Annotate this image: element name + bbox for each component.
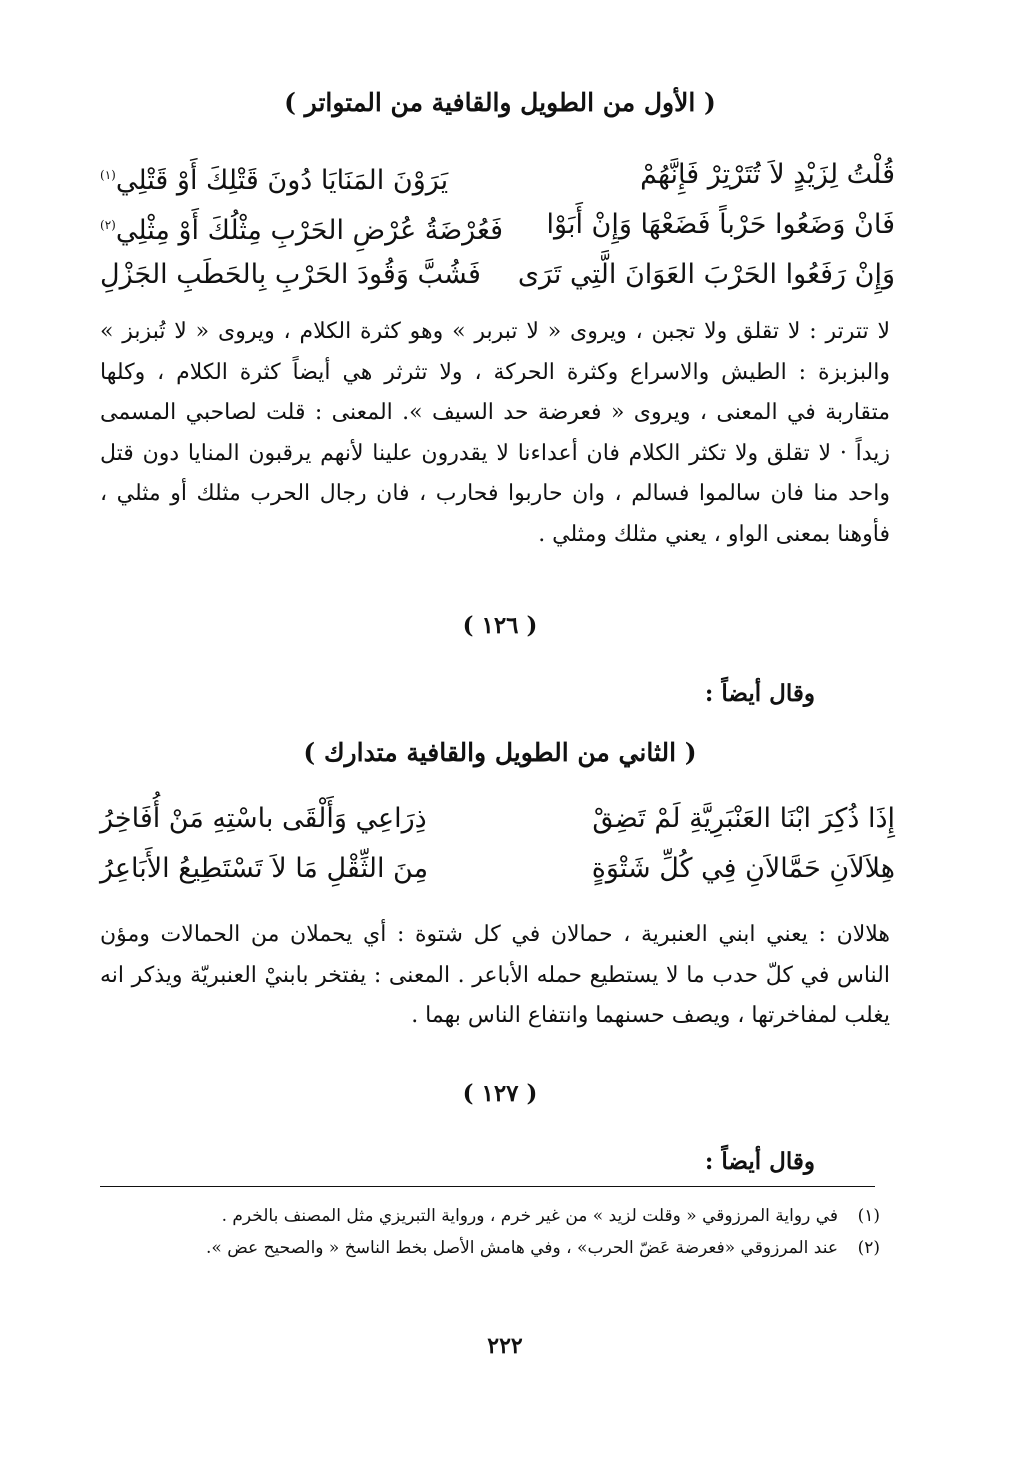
poem-intro: وقال أيضاً : <box>704 680 815 707</box>
footnote <box>100 1232 880 1264</box>
footnote <box>100 1200 880 1232</box>
verse <box>100 200 895 250</box>
commentary-text: هلالان : يعني ابني العنبرية ، حمالان في كل شتوة : أي يحملان من الحمالات ومؤن الناس في كلّ حدب ما لا يستطيع حمله الأباعر . المعنى : يفتخر بابنيْ العنبريّة ويذكر انه يغلب لمفاخرتها ، ويصف حسنهما وانتفاع الناس بهما . <box>100 922 890 1028</box>
footnote-number: (٢) <box>857 1238 880 1258</box>
footnotes <box>100 1200 880 1264</box>
commentary-text: لا تترتر : لا تقلق ولا تجبن ، ويروى « لا تبربر » وهو كثرة الكلام ، ويروى « لا تُبزبز » والبزبزة : الطيش والاسراع وكثرة الحركة ، ولا تثرثر هي أيضاً كثرة الكلام ، وكلها متقاربة في المعنى ، ويروى « فعرضة حد السيف ». المعنى : قلت لصاحبي المسمى زيداً · لا تقلق ولا تكثر الكلام فان أعداءنا لا يقدرون علينا لأنهم يرقبون المنايا دون قتل واحد منا فان سالموا فسالم ، وان حاربوا فحارب ، فان رجال الحرب مثلك أو مثلي ، فأوهنا بمعنى الواو ، يعني مثلك ومثلي . <box>100 319 890 547</box>
footnote-text: في رواية المرزوقي « وقلت لزيد » من غير خرم ، ورواية التبريزي مثل المصنف بالخرم . <box>221 1206 838 1226</box>
poem-2 <box>100 794 895 894</box>
commentary-1 <box>100 312 890 555</box>
poem-number: ( ١٢٧ ) <box>462 1080 538 1107</box>
verse <box>100 794 895 844</box>
footnote-marker: (٢) <box>100 218 116 232</box>
verse <box>100 150 895 200</box>
verse-first-hemistich: وَإِنْ رَفَعُوا الحَرْبَ العَوَانَ الَّتِي تَرَى <box>517 259 895 290</box>
footnote-marker: (١) <box>100 168 116 182</box>
verse-second-hemistich: مِنَ الثِّقْلِ مَا لاَ تَسْتَطِيعُ الأَبَاعِرُ <box>100 853 429 884</box>
page-number: ٢٢٢ <box>487 1333 523 1359</box>
footnote-number: (١) <box>857 1206 880 1226</box>
verse-second-hemistich: ذِرَاعِي وَأَلْقَى باسْتِهِ مَنْ أُفَاخِرُ <box>100 803 427 834</box>
verse-first-hemistich: إِذَا ذُكِرَ ابْنَا العَنْبَرِيَّةِ لَمْ تَضِقْ <box>592 803 895 834</box>
verse <box>100 250 895 300</box>
poem-number: ( ١٢٦ ) <box>462 612 538 639</box>
verse-second-hemistich <box>100 150 448 200</box>
section-title-meter-1: ( الأول من الطويل والقافية من المتواتر ) <box>284 88 716 117</box>
commentary-2 <box>100 915 890 1037</box>
poem-intro: وقال أيضاً : <box>704 1148 815 1175</box>
footnote-text: عند المرزوقي «فعرضة عَضّ الحرب» ، وفي هامش الأصل بخط الناسخ « والصحيح عض ». <box>206 1238 838 1258</box>
section-title-meter-2: ( الثاني من الطويل والقافية متدارك ) <box>303 738 697 767</box>
verse-first-hemistich: فَانْ وَضَعُوا حَرْباً فَضَعْهَا وَإِنْ أَبَوْا <box>546 209 895 240</box>
verse-second-hemistich <box>100 200 503 250</box>
verse-first-hemistich: قُلْتُ لِزَيْدٍ لاَ تُتَرْتِرْ فَإِنَّهُمْ <box>640 159 895 190</box>
verse-second-text: فَعُرْضَةُ عُرْضِ الحَرْبِ مِثْلُكَ أَوْ مِثْلِي <box>115 215 503 246</box>
verse-second-text: يَرَوْنَ المَنَايَا دُونَ قَتْلِكَ أَوْ قَتْلِي <box>115 165 449 196</box>
verse-second-hemistich: فَشُبَّ وَقُودَ الحَرْبِ بِالحَطَبِ الجَزْلِ <box>100 259 481 290</box>
footnote-divider <box>100 1186 875 1187</box>
poem-1 <box>100 150 895 300</box>
verse-first-hemistich: هِلاَلاَنِ حَمَّالاَنِ فِي كُلِّ شَتْوَةٍ <box>591 853 895 884</box>
verse <box>100 844 895 894</box>
